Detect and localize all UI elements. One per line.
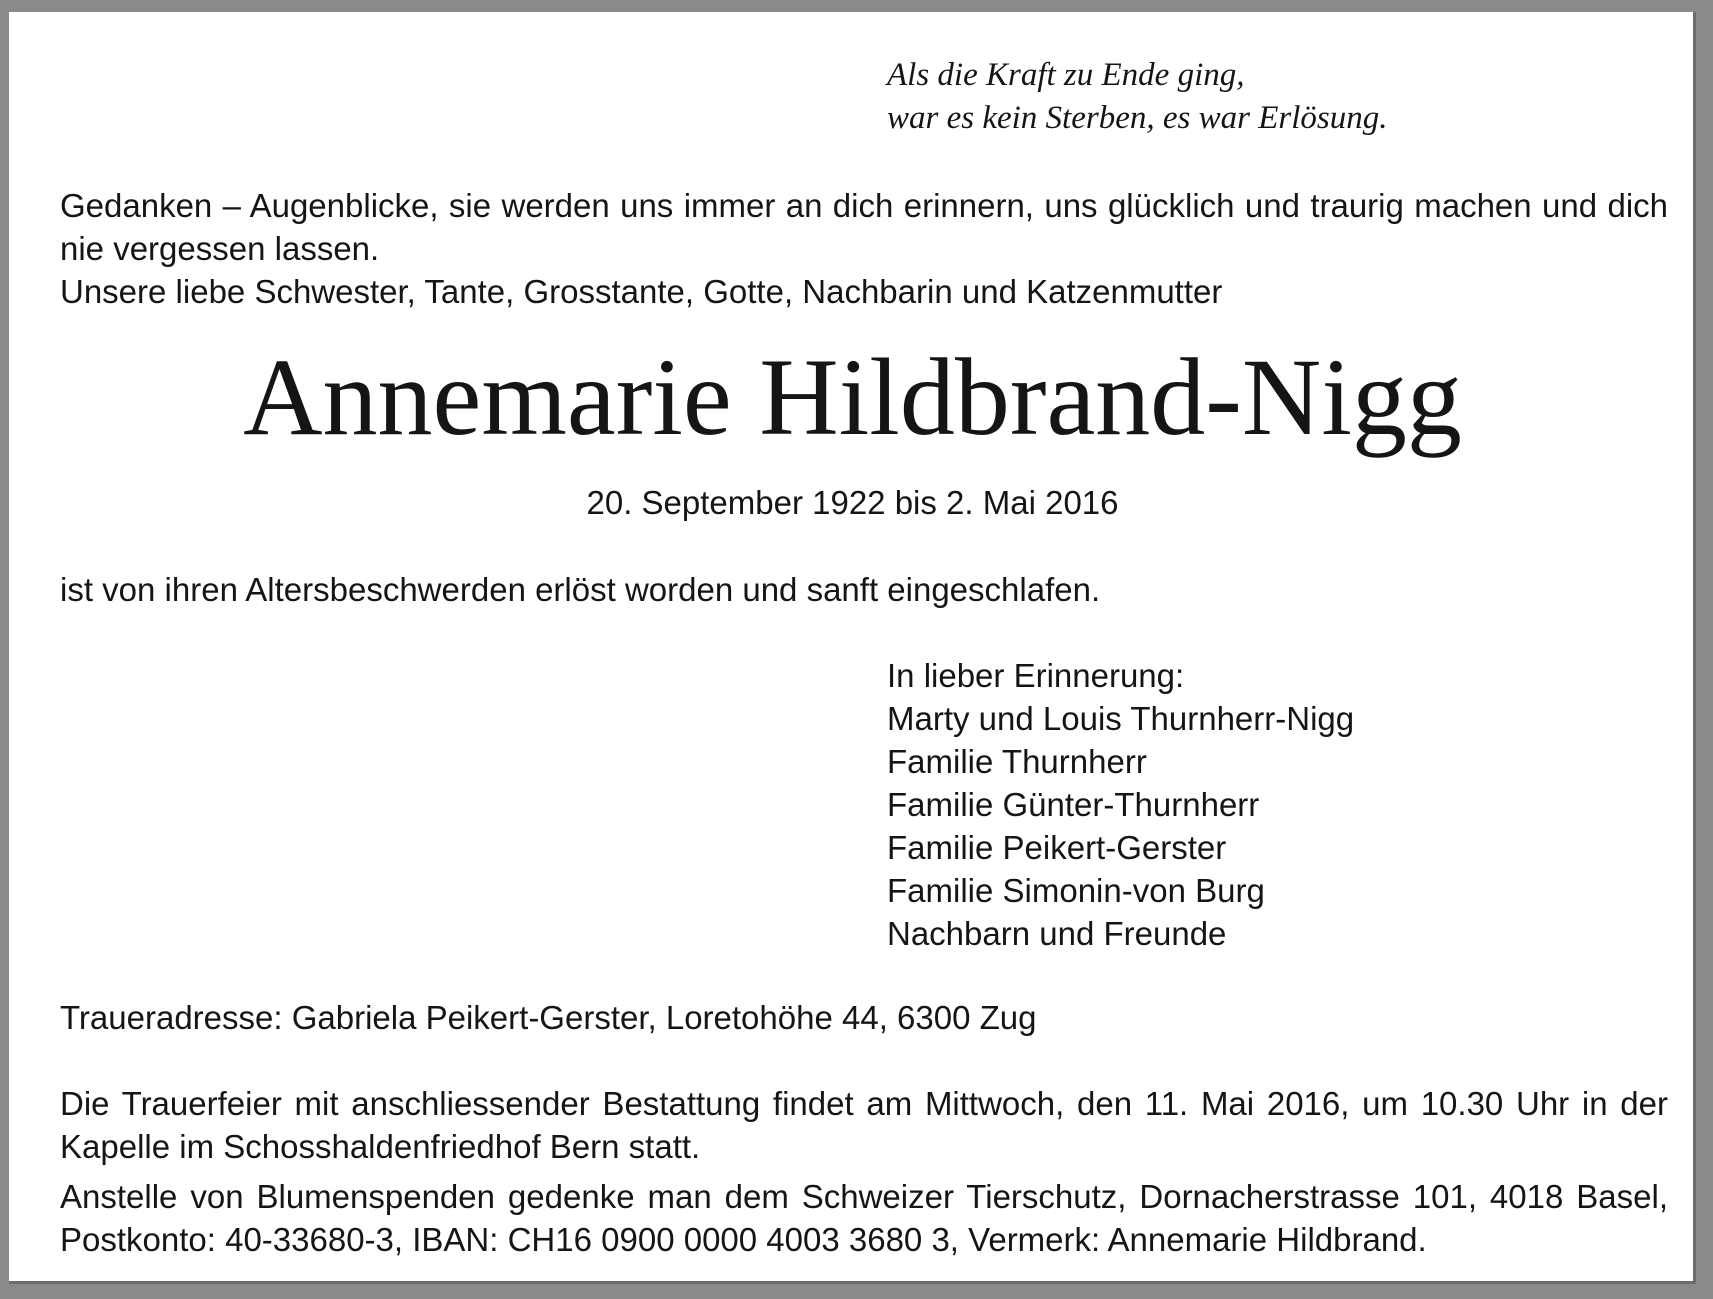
- mourner-name: Marty und Louis Thurnherr-Nigg: [887, 700, 1355, 737]
- intro-paragraph: Gedanken – Augenblicke, sie werden uns immer an dich erinnern, uns glücklich und traurig machen und dich nie vergessen lassen.: [60, 187, 1668, 267]
- motto-line-2: war es kein Sterben, es war Erlösung.: [887, 100, 1388, 136]
- mourner-name: Familie Simonin-von Burg: [887, 872, 1265, 909]
- relations-line: Unsere liebe Schwester, Tante, Grosstante, Gotte, Nachbarin und Katzenmutter: [60, 273, 1223, 310]
- donation-info: Anstelle von Blumenspenden gedenke man dem Schweizer Tierschutz, Dornacherstrasse 101, 4018 Basel, Postkonto: 40-33680-3, IBAN: CH16 0900 0000 4003 3680 3, Vermerk: Annemarie Hildbrand.: [60, 1178, 1668, 1258]
- mourner-name: Familie Thurnherr: [887, 743, 1147, 780]
- mourners-list: [887, 654, 1354, 955]
- mourner-name: Familie Peikert-Gerster: [887, 829, 1227, 866]
- mourning-address: Traueradresse: Gabriela Peikert-Gerster, Loretohöhe 44, 6300 Zug: [60, 999, 1037, 1036]
- life-dates: 20. September 1922 bis 2. Mai 2016: [586, 484, 1119, 521]
- mourner-name: Nachbarn und Freunde: [887, 915, 1227, 952]
- deceased-name: Annemarie Hildbrand-Nigg: [243, 336, 1462, 458]
- passing-text: ist von ihren Altersbeschwerden erlöst worden und sanft eingeschlafen.: [60, 571, 1101, 608]
- ceremony-info: Die Trauerfeier mit anschliessender Bestattung findet am Mittwoch, den 11. Mai 2016, um 10.30 Uhr in der Kapelle im Schosshaldenfriedhof Bern statt.: [60, 1085, 1668, 1165]
- mourner-name: Familie Günter-Thurnherr: [887, 786, 1260, 823]
- mourners-heading: In lieber Erinnerung:: [887, 657, 1185, 694]
- motto-line-1: Als die Kraft zu Ende ging,: [887, 57, 1245, 93]
- obituary-notice: [9, 12, 1696, 1284]
- motto-quote: [887, 54, 1387, 140]
